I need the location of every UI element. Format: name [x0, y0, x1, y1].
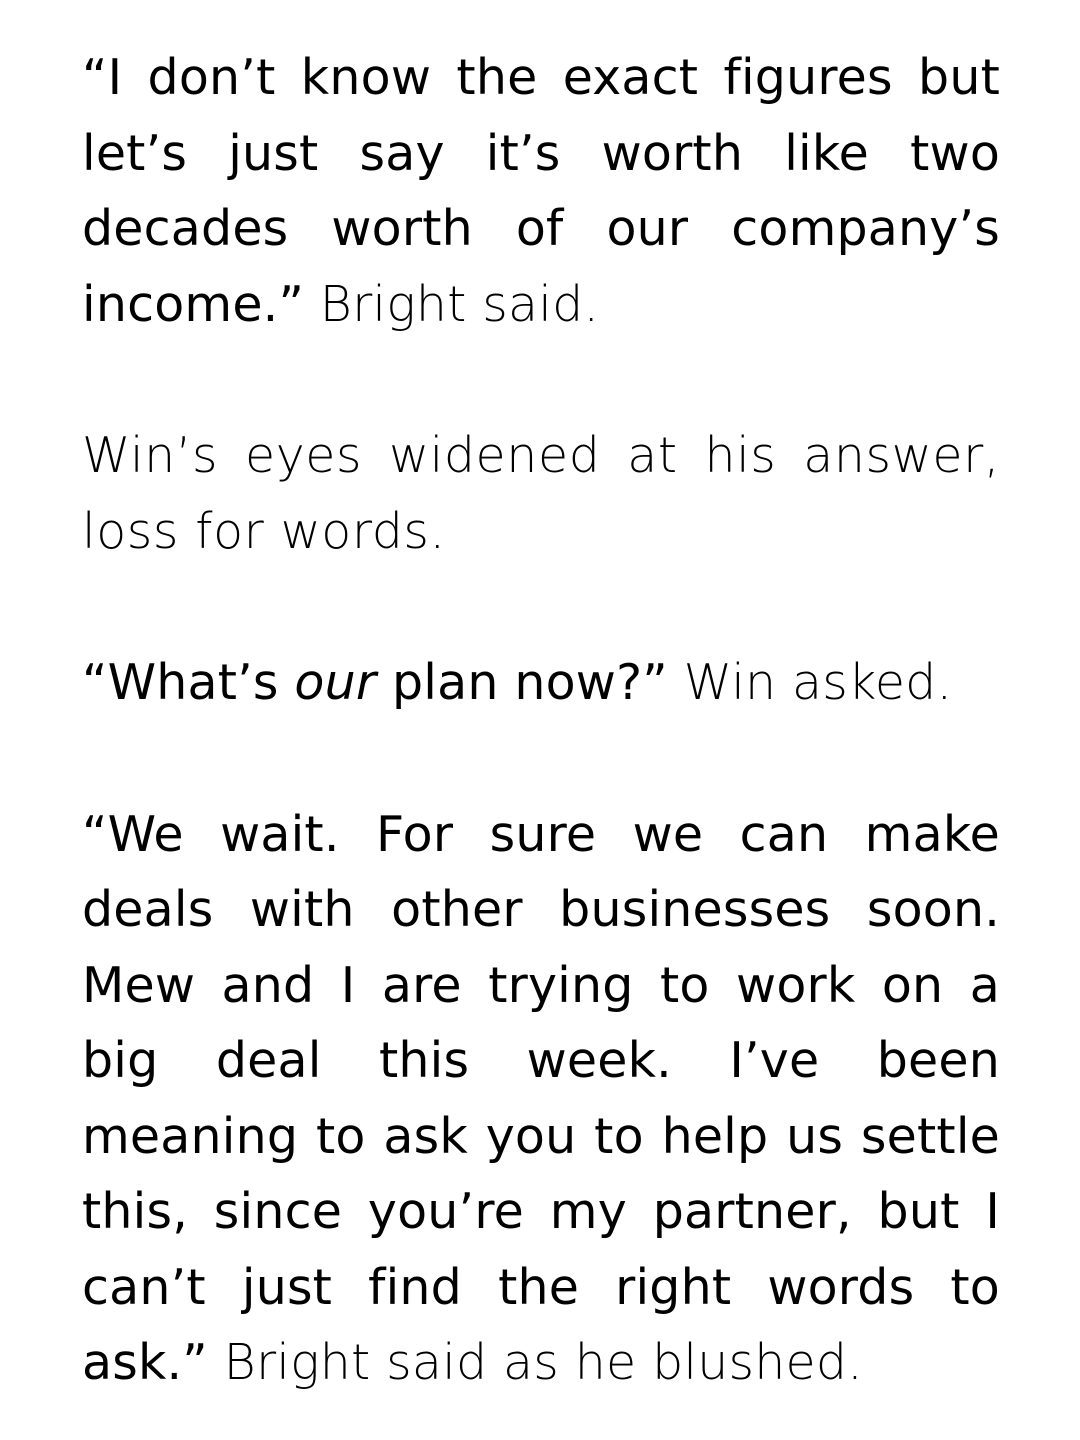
- dialogue-text: plan now?”: [376, 654, 668, 711]
- paragraph-2: [82, 418, 1000, 569]
- emphasized-word: our: [294, 654, 377, 711]
- narration-text: Bright said as he blushed.: [207, 1334, 863, 1391]
- paragraph-1: [82, 40, 1000, 342]
- narration-text: Win asked.: [667, 654, 953, 711]
- paragraph-4: [82, 797, 1000, 1401]
- narration-text: Bright said.: [304, 275, 600, 333]
- paragraph-3: [82, 645, 1000, 721]
- story-page: [82, 40, 1000, 1401]
- dialogue-text: “We wait. For sure we can make deals with other businesses soon. Mew and I are trying to work on a big deal this week. I’ve been meaning to ask you to help us settle this, since you’re my partner, but I can’t just find the right words to ask.”: [82, 805, 1000, 1391]
- dialogue-text: “I don’t know the exact figures but let’s just say it’s worth like two decades worth of our company’s income.”: [82, 49, 1000, 333]
- narration-text: Win’s eyes widened at his answer, loss for words.: [82, 427, 1000, 560]
- dialogue-text: “What’s: [82, 654, 295, 711]
